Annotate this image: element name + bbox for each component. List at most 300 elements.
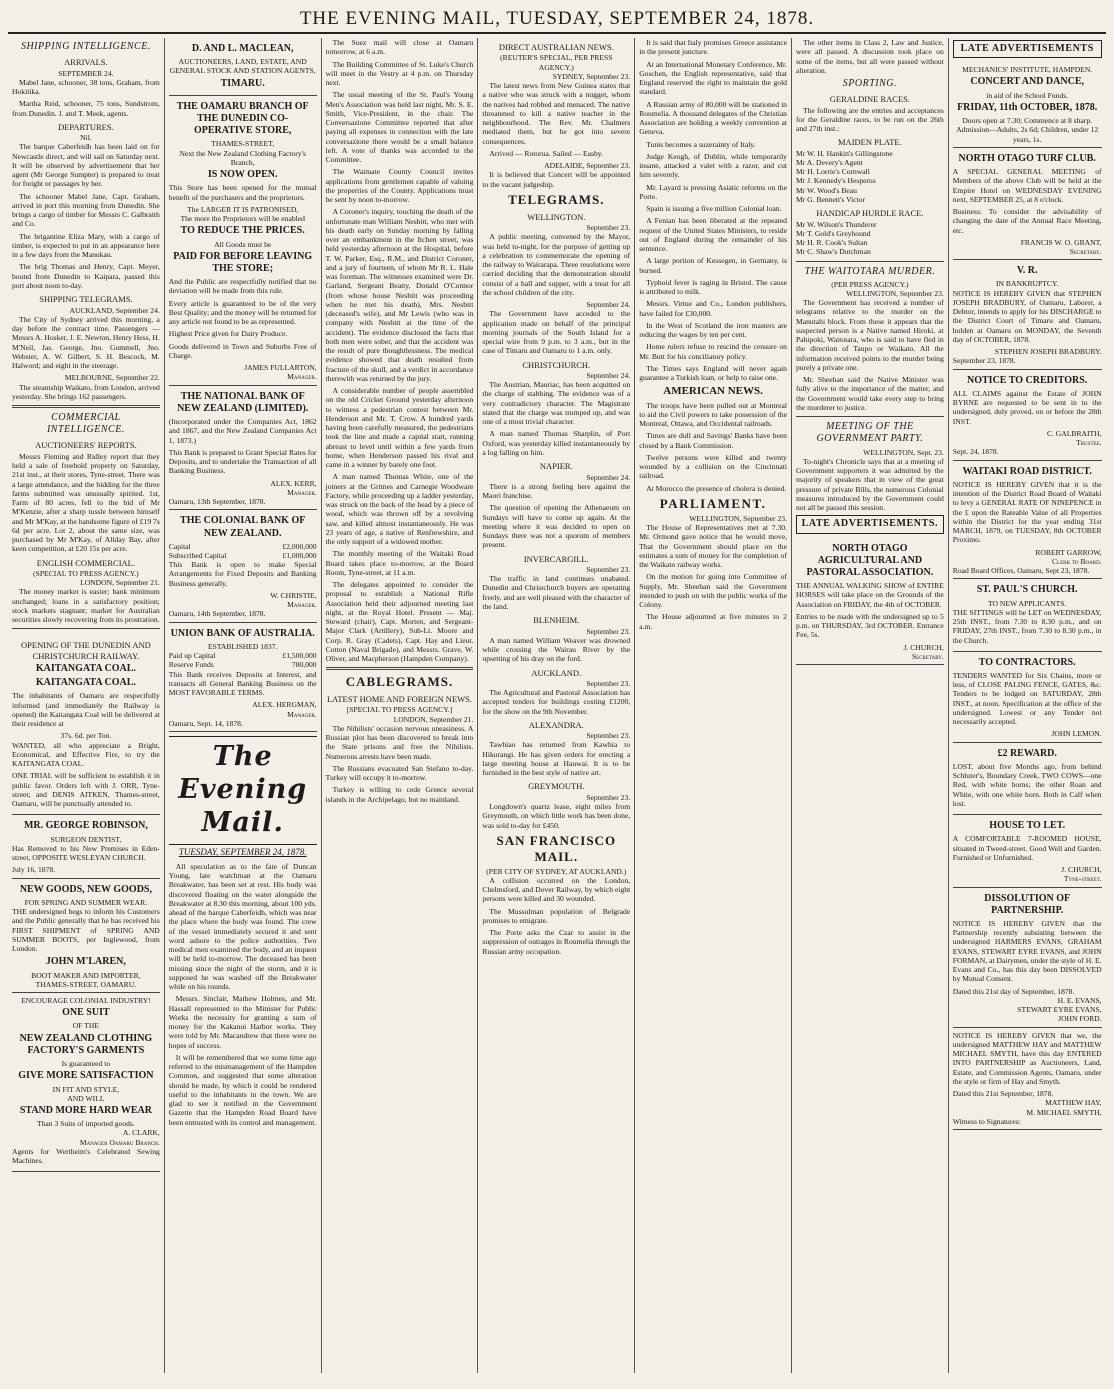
news-paragraph: Messrs. Virtue and Co., London publishers, have failed for £30,000. bbox=[639, 299, 787, 318]
ad-signature-title: Tyne-street. bbox=[1063, 874, 1102, 884]
ad-subtitle: AUCTIONEERS, LAND, ESTATE, AND GENERAL STOCK AND STATION AGENTS, bbox=[169, 57, 316, 76]
telegram-paragraph: The steamship Waikato, from London, arrived yesterday. She brings 162 passengers. bbox=[12, 382, 160, 401]
news-source: (REUTER'S SPECIAL, PER PRESS AGENCY.) bbox=[500, 53, 613, 72]
dateline: ADELAIDE, September 23. bbox=[544, 161, 631, 171]
local-paragraph: The Building Committee of St. Luke's Church will meet in the Vestry at 4 p.m. on Thursday next. bbox=[325, 59, 474, 87]
contractors-ad bbox=[953, 652, 1102, 743]
cooperative-store-ad bbox=[169, 96, 317, 386]
shipping-paragraph: The brig Thomas and Henry, Capt. Meyer, bound from Dunedin to Kaipara, passed this port about noon to-day. bbox=[12, 262, 160, 290]
concert-ad bbox=[953, 62, 1102, 148]
race-entries bbox=[796, 220, 944, 257]
place-heading: BLENHEIM. bbox=[533, 615, 580, 626]
ad-title: GIVE MORE SATISFACTION bbox=[18, 1070, 154, 1082]
ad-subtitle: MECHANICS' INSTITUTE, HAMPDEN. bbox=[962, 65, 1093, 75]
church-sittings-ad bbox=[953, 579, 1102, 651]
ad-text: THE undersigned begs to inform his Customers and the Public generally that he has received his FIRST SHIPMENT of SPRING AND SUMMER BOOTS, per Inglewood, from London. bbox=[12, 907, 160, 954]
dateline: WELLINGTON, September 23. bbox=[846, 288, 944, 298]
columns bbox=[8, 38, 1106, 1373]
ad-title: THE COLONIAL BANK OF NEW ZEALAND. bbox=[180, 515, 306, 539]
maclean-ad bbox=[169, 38, 317, 96]
reward-ad bbox=[953, 743, 1102, 815]
ad-title: NEW GOODS, NEW GOODS, bbox=[19, 883, 152, 895]
news-paragraph: The Times says England will never again guarantee a Turkish loan, or help to raise one. bbox=[639, 363, 787, 382]
ad-heading: OPENING OF THE DUNEDIN AND CHRISTCHURCH RAILWAY. bbox=[21, 640, 151, 661]
dateline: LONDON, September 21. bbox=[80, 578, 160, 588]
ad-title: WAITAKI ROAD DISTRICT. bbox=[962, 465, 1092, 477]
ad-signature-title: Secretary. bbox=[911, 651, 944, 661]
shipping-heading: SHIPPING INTELLIGENCE. bbox=[20, 41, 151, 52]
national-bank-ad bbox=[169, 386, 317, 511]
ad-text: Witness to Signatures: bbox=[952, 1116, 1021, 1126]
ad-text: This Bank is open to make Special Arrangements for Fixed Deposits and Banking Business generally. bbox=[168, 560, 317, 588]
turf-club-ad bbox=[953, 148, 1102, 260]
american-news-heading: AMERICAN NEWS. bbox=[663, 385, 763, 398]
news-paragraph: The troops have been pulled out at Montreal to aid the Civil powers to take possession of the Montreal, Ottawa, and Occidental railroads. bbox=[639, 400, 787, 429]
dateline: September 23. bbox=[586, 223, 631, 233]
race-entry: Mr A. Devery's Agent bbox=[795, 157, 863, 167]
news-paragraph: A Russian army of 80,000 will be stationed in Roumelia. A thousand delegates of the Christian Association are holding a weekly convention at Geneva. bbox=[639, 99, 787, 137]
local-paragraph: The delegates appointed to consider the proposal to establish a National Rifle Association held their adjourned meeting last night, at the Royal Hotel. Present — Maj. Steward (chair), Capt. Morten, and Sergeant-Major Clark (Artillery), Sub-Lt. Moore and Corp. R. Gray (Cadets), Capt. Hay and Lieut. Cotton (Naval Brigade), and Messrs. Grave, W. Oliver, and Macpherson (Hampden Company). bbox=[325, 580, 474, 663]
ad-title: STAND MORE HARD WEAR bbox=[19, 1105, 152, 1117]
race-entry: Mr G. Bennett's Victor bbox=[795, 194, 866, 204]
cable-paragraph: The Nihilists' occasion nervous uneasiness. A Russian plot has been discovered to break into the State prisons and free the Nihilists. Numerous arrests have been made. bbox=[325, 723, 474, 761]
ad-price: 37s. 6d. per Ton. bbox=[60, 731, 112, 741]
news-paragraph: Typhoid fever is raging in Bristol. The cause is attributed to milk. bbox=[639, 277, 787, 296]
telegrams-heading: TELEGRAMS. bbox=[508, 191, 605, 207]
dateline: September 23. bbox=[586, 678, 631, 688]
race-entry: Mr H. Lorrie's Cornwall bbox=[795, 167, 870, 177]
ad-title: ST. PAUL'S CHURCH. bbox=[976, 584, 1078, 596]
boots-ad bbox=[12, 879, 160, 993]
colonial-bank-ad bbox=[169, 510, 317, 622]
late-ads-heading: LATE ADVERTISEMENTS bbox=[953, 40, 1102, 58]
ad-signature: FRANCIS W. O. GRANT, bbox=[1020, 237, 1102, 247]
shipping-paragraph: The schooner Mabel Jane, Capt. Graham, arrived in port this morning from Dunedin. She brings a cargo of timber for Messrs C. Galbraith and Co. bbox=[12, 191, 160, 229]
dissolution-ad bbox=[953, 888, 1102, 1028]
divider bbox=[796, 416, 944, 417]
ad-signature: JAMES FULLARTON, bbox=[244, 363, 317, 373]
ad-text: THE ANNUAL WALKING SHOW of ENTIRE HORSES will take place on the Grounds of the Association on FRIDAY, the 4th of OCTOBER. bbox=[795, 581, 944, 609]
capital-label: Capital bbox=[168, 541, 191, 551]
subscribed-value: £1,000,000 bbox=[282, 550, 317, 560]
dateline: MELBOURNE, September 22. bbox=[64, 373, 160, 383]
cablegrams-subheading: LATEST HOME AND FOREIGN NEWS. bbox=[326, 694, 473, 705]
ad-title: £2 REWARD. bbox=[997, 747, 1057, 759]
ad-signature-title: Secretary. bbox=[1069, 247, 1102, 256]
ad-date: Dated this 21st September, 1878. bbox=[952, 1089, 1054, 1099]
race-title: MAIDEN PLATE. bbox=[838, 137, 902, 148]
column-2 bbox=[165, 38, 322, 1373]
ad-text: Entries to be made with the undersigned up to 5 p.m. on THURSDAY, 3rd OCTOBER. Entrance Fee, 5s. bbox=[795, 611, 944, 640]
cable-paragraph: Turkey is willing to cede Greece several islands in the Archipelago, but no mainland. bbox=[325, 785, 474, 804]
ad-title: HOUSE TO LET. bbox=[989, 820, 1066, 832]
local-paragraph: The Waimate County Council invites applications from gentlemen capable of valuing the properties of the County. Applications must be sent by noon to-morrow. bbox=[325, 167, 474, 204]
parliament-paragraph: The other items in Class 2, Law and Justice, were all passed. A discussion took place on some of the items, but all were passed without alteration. bbox=[795, 38, 944, 75]
news-paragraph: Arrived — Rotorua. Sailed — Easby. bbox=[489, 148, 603, 158]
editorial-paragraph: Messrs. Sinclair, Mathew Holmes, and Mr. Hassall represented to the Minister for Public Works the necessity for granting a sum of money for the Kakanui Harbor works. They were told by Mr. Macandrew that there were no hopes of success. bbox=[168, 994, 317, 1050]
auctioneers-reports-heading: AUCTIONEERS' REPORTS. bbox=[35, 440, 137, 451]
dentist-ad bbox=[12, 815, 160, 878]
arrivals-date: SEPTEMBER 24. bbox=[58, 68, 114, 78]
ad-title: CONCERT AND DANCE, bbox=[970, 76, 1084, 88]
ad-date: Dated this 21st day of September, 1878. bbox=[952, 986, 1075, 996]
ad-date: Oamaru, 14th September, 1878. bbox=[168, 609, 266, 619]
ad-title: PAID FOR BEFORE LEAVING THE STORE; bbox=[173, 250, 313, 274]
ad-title: D. AND L. MACLEAN, bbox=[191, 43, 294, 54]
news-paragraph: The Mussulman population of Belgrade promises to emigrate. bbox=[482, 906, 631, 925]
column-5 bbox=[635, 38, 792, 1373]
ad-signature: ROBERT GARROW, bbox=[1035, 547, 1102, 557]
english-commercial-heading: ENGLISH COMMERCIAL. bbox=[36, 557, 136, 568]
reserve-label: Reserve Funds bbox=[168, 660, 214, 670]
place-heading: CHRISTCHURCH. bbox=[522, 359, 591, 370]
telegram-paragraph: The City of Sydney arrived this morning, a day before the contract time. Passengers — Messrs A. Hosker, J. E. Newton, Henry Hess, H. M'Neil, Jas. George, Jno. Gummell, Jno. Webster, A. W. Gilbert, S. H. Bescock, M. Halword; and eight in the steerage. bbox=[12, 314, 160, 371]
partnership-ad bbox=[953, 1028, 1102, 1131]
ad-date: July 16, 1878. bbox=[12, 865, 56, 875]
ad-date: September 23, 1878. bbox=[952, 356, 1016, 366]
ad-signature: A. CLARK, bbox=[122, 1128, 160, 1138]
ad-title: KAITANGATA COAL. bbox=[35, 677, 136, 689]
ad-text: NOTICE IS HEREBY GIVEN that STEPHEN JOSEPH BRADBURY, of Oamaru, Laborer, a Debtor, intends to apply for his DISCHARGE to the District Court of Timaru and Oamaru, holden at Oamaru on MONDAY, the Seventh day of OCTOBER, 1878. bbox=[952, 288, 1102, 344]
column-1 bbox=[8, 38, 165, 1373]
news-paragraph: In the West of Scotland the iron masters are reducing the wages by ten per cent. bbox=[639, 320, 787, 339]
ad-text: ALL CLAIMS against the Estate of JOHN BYRNE are requested to be sent in to the undersigned, duly proved, on or before the 28th INST. bbox=[952, 388, 1102, 426]
ad-date: Oamaru, 13th September, 1878. bbox=[168, 497, 266, 507]
news-paragraph: Mr. Sheehan said the Native Minister was fully alive to the importance of the matter, and the Government would take every step to bring the murderer to justice. bbox=[795, 375, 944, 412]
place-heading: NAPIER. bbox=[539, 461, 573, 472]
house-to-let-ad bbox=[953, 815, 1102, 887]
ad-text: A SPECIAL GENERAL MEETING of Members of the above Club will be held at the Empire Hotel on WEDNESDAY EVENING next, SEPTEMBER 25, at 8 o'clock. bbox=[952, 167, 1102, 204]
ad-title: NORTH OTAGO AGRICULTURAL AND PASTORAL ASSOCIATION. bbox=[806, 542, 934, 578]
divider bbox=[12, 628, 160, 629]
departures-nil: Nil. bbox=[80, 133, 92, 143]
ad-signature: W. CHRISTIE, bbox=[270, 590, 317, 600]
news-paragraph: A Fenian has been liberated at the repeated request of the United States Ministers, to reside out of England during the remainder of his sentence. bbox=[639, 216, 787, 253]
news-source: (PER CITY OF SYDNEY, AT AUCKLAND.) bbox=[486, 866, 627, 876]
ad-text: The LARGER IT IS PATRONISED, bbox=[187, 204, 299, 214]
ad-title: MR. GEORGE ROBINSON, bbox=[23, 820, 148, 832]
ad-text: Goods delivered in Town and Suburbs Free of Charge. bbox=[168, 341, 317, 360]
place-heading: AUCKLAND. bbox=[531, 667, 582, 678]
ad-text: Than 3 Suits of imported goods. bbox=[36, 1119, 135, 1129]
murder-heading: THE WAITOTARA MURDER. bbox=[804, 265, 936, 277]
news-paragraph: Longdown's quartz lease, eight miles from Greymouth, on which little work has been done, was sold to-day for £450. bbox=[482, 802, 631, 830]
shipping-telegrams-heading: SHIPPING TELEGRAMS. bbox=[39, 294, 133, 305]
reserve-value: 780,000 bbox=[291, 660, 317, 670]
news-paragraph: A collision occurred on the London, Chelmsford, and Dover Railway, by which eight persons were killed and 30 wounded. bbox=[482, 875, 631, 904]
dateline: AUCKLAND, September 24. bbox=[69, 305, 160, 315]
ad-title: TO CONTRACTORS. bbox=[978, 656, 1076, 668]
news-paragraph: Tunis becomes a suzerainty of Italy. bbox=[646, 139, 756, 149]
ad-signature-title: Trustee. bbox=[1076, 438, 1102, 448]
ad-signature: STEPHEN JOSEPH BRADBURY. bbox=[994, 347, 1102, 357]
ad-text: Highest Price given for Dairy Produce. bbox=[168, 329, 288, 339]
race-title: HANDICAP HURDLE RACE. bbox=[816, 208, 924, 219]
parliament-paragraph: The House of Representatives met at 7.30. Mr. Ormond gave notice that he would move, That the Government should place on the estimates a sum of money for the completion of the Waikato railway works. bbox=[639, 523, 787, 570]
dateline: SYDNEY, September 23. bbox=[552, 71, 631, 81]
dateline: September 24. bbox=[586, 370, 631, 380]
ad-signature: H. E. EVANS, bbox=[1057, 995, 1102, 1005]
news-paragraph: A large portion of Kessegen, in Germany, is burned. bbox=[639, 256, 787, 275]
ad-text: NOTICE IS HEREBY GIVEN that it is the intention of the District Road Board of Waitaki to levy a GENERAL RATE OF NINEPENCE in the £ upon the Rateable Value of all Properties within the District for the year ending 31st MARCH, 1879, on TUESDAY, 8th OCTOBER Proximo. bbox=[952, 479, 1102, 545]
ad-address: THAMES-STREET, OAMARU. bbox=[35, 979, 137, 989]
ad-title: KAITANGATA COAL. bbox=[35, 663, 136, 675]
australian-news-heading: DIRECT AUSTRALIAN NEWS. bbox=[498, 42, 614, 52]
races-heading: GERALDINE RACES. bbox=[829, 94, 911, 105]
ad-text: Is guaranteed to bbox=[61, 1059, 111, 1069]
race-entry: Mr W. Wilson's Thunderer bbox=[795, 219, 877, 229]
news-paragraph: Tawhiao has returned from Kawhia to Hikurangi. He has given orders for erecting a large meeting house at Hauwai. It is to be furnished in the best style of native art. bbox=[482, 740, 631, 778]
editorial-date: TUESDAY, SEPTEMBER 24, 1878. bbox=[178, 846, 307, 857]
kaitangata-coal-ad bbox=[12, 633, 160, 815]
race-entries bbox=[796, 149, 944, 205]
commercial-paragraph: Messrs Fleming and Ridley report that they held a sale of freehold property on Saturday, 21st inst., at their stores, Tyne-street. There was a large attendance, and the bidding for the three farms submitted was unusually spirited. 1st, Farm of 80 acres, fell to the bid of Mr M'Kenzie, after a sharp tussle between himself and Mr M'Kay, at the handsome figure of £19 7s 6d per acre. Lot 2, about the same size, was purchased by Mr M'Kay, of Allday Bay, after keen competition, at £20 15s per acre. bbox=[12, 451, 160, 554]
ad-text: The inhabitants of Oamaru are respectfully informed (and immediately the Railway is opened) the Kaitangata Coal will be delivered at their residence at bbox=[12, 691, 160, 729]
ad-text: AND WILL bbox=[67, 1093, 105, 1103]
clothing-ad bbox=[12, 993, 160, 1172]
dateline: WELLINGTON, September 23. bbox=[689, 513, 787, 523]
dateline: September 23. bbox=[586, 564, 631, 574]
local-paragraph: The monthly meeting of the Waitaki Road Board takes place to-morrow, at the Board Room, Tyne-street, at 11 a.m. bbox=[325, 549, 474, 577]
paidup-label: Paid up Capital bbox=[168, 651, 216, 661]
race-entry: Mr J. Kennedy's Hesperus bbox=[795, 176, 876, 186]
ad-signature-title: Manager. bbox=[287, 487, 317, 497]
column-3 bbox=[322, 38, 479, 1373]
arrivals-heading: ARRIVALS. bbox=[64, 57, 108, 68]
ad-text: All Goods must be bbox=[214, 239, 272, 249]
ad-signature: M. MICHAEL SMYTH, bbox=[1026, 1107, 1102, 1117]
ad-title: THE NATIONAL BANK OF NEW ZEALAND (LIMITED). bbox=[177, 390, 309, 414]
subscribed-row bbox=[169, 551, 317, 560]
ad-subtitle: SURGEON DENTIST, bbox=[50, 834, 122, 844]
race-entry: Mr C. Shaw's Dutchman bbox=[795, 247, 871, 257]
ad-signature-title: Manager. bbox=[287, 709, 317, 719]
news-paragraph: Mr. Layard is pressing Asiatic reforms on the Porte. bbox=[639, 182, 787, 201]
commercial-paragraph: The money market is easier; bank minimum unchanged; loans in a satisfactory position; stock markets stagnant; market for Australian securities slowly recovering from its prostration. bbox=[12, 587, 160, 625]
news-paragraph: The Porte asks the Czar to assist in the suppression of outrages in Roumelia through the Russian army occupation. bbox=[482, 928, 631, 956]
ad-text: Next the New Zealand Clothing Factory's Branch, bbox=[179, 148, 306, 167]
news-paragraph: The traffic in land continues unabated. Dunedin and Christchurch buyers are operating freely, and are well pleased with the character of the land. bbox=[482, 574, 631, 611]
ad-signature-title: Manager. bbox=[287, 600, 317, 610]
ad-text: Business: To consider the advisability of changing the date of the Annual Race Meeting, etc. bbox=[952, 207, 1102, 235]
dateline: WELLINGTON, Sept. 23. bbox=[863, 447, 944, 457]
ad-signature-title: Manager. bbox=[287, 372, 317, 382]
ad-subtitle: IN BANKRUPTCY. bbox=[996, 279, 1059, 289]
ad-signature: JOHN LEMON. bbox=[1051, 729, 1102, 739]
dateline: September 23. bbox=[586, 626, 631, 636]
ad-text: ONE TRIAL will be sufficient to establish it in public favor. Orders left with J. ORR, Tyne-street; and DENIS AITKEN, Thames-street, Oamaru, will be punctually attended to. bbox=[12, 771, 160, 809]
news-paragraph: The Government has received a number of telegrams relative to the murder on the Manutahi block. From these it appears that the suspected person is a Native named Hiroki, at Pahipoki, Waitotara, who is said to have fled in the direction of Taupo or Waikato. All the information received points to the murder being purely a private one. bbox=[795, 298, 944, 372]
race-entry: Mr W. H. Hankin's Gillingstone bbox=[795, 148, 893, 158]
divider bbox=[326, 667, 474, 670]
ad-date: Sept. 24, 1878. bbox=[952, 447, 999, 457]
ad-text: And the Public are respectfully notified that no deviation will be made from this rule. bbox=[168, 277, 317, 296]
news-paragraph: Twelve persons were killed and twenty wounded by a collision on the Cincinnati railroad. bbox=[639, 452, 787, 481]
ad-text: in aid of the School Funds. bbox=[986, 90, 1069, 100]
dateline: September 23. bbox=[586, 792, 631, 802]
news-paragraph: Times are dull and Savings' Banks have been closed by a Bank Commission. bbox=[639, 431, 787, 450]
subscribed-label: Subscribed Capital bbox=[168, 550, 227, 560]
ad-title: IS NOW OPEN. bbox=[207, 169, 278, 181]
race-entry: Mr T. Gold's Greyhound bbox=[795, 228, 871, 238]
ad-subtitle: ENCOURAGE COLONIAL INDUSTRY! bbox=[21, 996, 151, 1006]
ad-title: NOTICE TO CREDITORS. bbox=[967, 374, 1088, 386]
news-paragraph: Home rulers refuse to rescind the censure on Mr. Butt for his conciliatory policy. bbox=[639, 342, 787, 361]
local-paragraph: The usual meeting of the St. Paul's Young Men's Association was held last night, Mr. S. E. Smith, Vice-President, in the chair. The Conversazione Committee reported that after paying all expenses in connection with the late conversazione there would be a small balance left. A vote of thanks was accorded to the Committee. bbox=[325, 90, 474, 164]
ad-text: OF THE bbox=[72, 1021, 100, 1031]
departures-heading: DEPARTURES. bbox=[58, 121, 114, 132]
ad-text: IN FIT AND STYLE, bbox=[52, 1084, 120, 1094]
capital-value: £2,000,000 bbox=[282, 541, 317, 551]
ad-subtitle: TO NEW APPLICANTS. bbox=[987, 598, 1067, 608]
arrival-item: Mabel Jane, schooner, 38 tons, Graham, from Hokitika. bbox=[12, 77, 160, 97]
place-heading: INVERCARGILL. bbox=[523, 553, 589, 564]
ad-signature-title: Clerk to Board. bbox=[1051, 556, 1102, 566]
english-source: (SPECIAL TO PRESS AGENCY.) bbox=[33, 568, 139, 578]
ad-title: UNION BANK OF AUSTRALIA. bbox=[170, 627, 315, 639]
races-intro: The following are the entries and acceptances for the Geraldine races, to be run on the 26th and 27th inst.: bbox=[795, 105, 944, 134]
ad-text: NOTICE IS HEREBY GIVEN that we, the undersigned MATTHEW HAY and MATTHEW MICHAEL SMYTH, have this day ENTERED INTO PARTNERSHIP as Auctioneers, Land, Estate, and Commission Agents, Oamaru, under the style or firm of Hay and Smyth. bbox=[952, 1030, 1102, 1086]
news-paragraph: At an International Monetary Conference, Mr. Goschen, the English representative, said that England reserved the right to maintain the gold standard. bbox=[639, 59, 787, 97]
dateline: September 24. bbox=[586, 300, 631, 310]
newspaper-page bbox=[8, 6, 1106, 1377]
late-ads-heading: LATE ADVERTISEMENTS. bbox=[796, 515, 944, 533]
paidup-row bbox=[169, 651, 317, 660]
race-entry: Mr W. Wood's Beau bbox=[795, 185, 857, 195]
local-paragraph: A man named Thomas White, one of the joiners at the Grimes and Carnegie Woodware Factory, while proceeding up a ladder yesterday, was struck on the back of the head by a piece of wood, which was thrown off by a revolving saw, and killed almost instantaneously. He was 23 years of age, a native of Renfrewshire, and the only support of a widowed mother. bbox=[325, 472, 474, 546]
column-6 bbox=[792, 38, 949, 1373]
ad-title: V. R. bbox=[1016, 265, 1038, 277]
nameplate: The Evening Mail. bbox=[169, 736, 317, 845]
ad-text: WANTED, all who appreciate a Bright, Economical, and Effective Fire, to try the KAITANGATA COAL. bbox=[12, 740, 160, 769]
news-paragraph: The Government have acceded to the application made on behalf of the principal morning journals of the South Island for a special wire from 9 p.m. to 3 a.m., but in the case of Timaru and Oamaru to 1 a.m. only. bbox=[482, 309, 631, 356]
ad-signature: JOHN FORD. bbox=[1058, 1014, 1102, 1024]
ad-text: NOTICE IS HEREBY GIVEN that the Partnership recently subsisting between the undersigned HARMERS EVANS, GRAHAM EVANS, STEWART EYRE EVANS, and JOHN FORMAN, at Dairymen, under the style of H. E. Evans and Co., has this day been DISSOLVED by Mutual Consent. bbox=[952, 918, 1102, 984]
news-paragraph: A man named William Weaver was drowned while crossing the Wairau River by the upsetting of his dray on the ford. bbox=[482, 635, 631, 664]
news-paragraph: To-night's Chronicle says that at a meeting of Government supporters it was admitted by the majority of speakers that in view of the great pressure of private Bills, the numerous Colonial measures introduced by the Government could not all be passed this session. bbox=[795, 456, 944, 513]
news-paragraph: At Morocco the presence of cholera is denied. bbox=[646, 483, 787, 493]
san-francisco-mail-heading: SAN FRANCISCO MAIL. bbox=[496, 832, 617, 864]
ad-signature: ALEX. KERR, bbox=[270, 478, 317, 488]
ad-place: TIMARU. bbox=[220, 77, 265, 89]
ad-signature: JOHN M'LAREN, bbox=[45, 956, 126, 968]
ad-date: Oamaru, Sept. 14, 1878. bbox=[168, 718, 243, 728]
ad-date: FRIDAY, 11th OCTOBER, 1878. bbox=[957, 101, 1098, 113]
race-entry: Mr H. R. Cook's Sultan bbox=[795, 238, 868, 248]
news-paragraph: Judge Keogh, of Dublin, while temporarily insane, attacked a valet with a razor, and cut him severely. bbox=[639, 151, 787, 180]
ad-text: Every article is guaranteed to be of the very Best Quality; and the money will be returned for any article not found to be as represented. bbox=[168, 298, 317, 327]
capital-row bbox=[169, 542, 317, 551]
news-paragraph: The Agricultural and Pastoral Association has accepted tenders for buildings costing £1200, for the show on the 9th November. bbox=[482, 688, 631, 716]
ad-signature: J. CHURCH, bbox=[903, 642, 944, 652]
ad-title: NORTH OTAGO TURF CLUB. bbox=[958, 152, 1096, 164]
ad-text: A COMFORTABLE 7-ROOMED HOUSE, situated in Tweed-street. Good Well and Garden. Furnished or Unfurnished. bbox=[952, 834, 1102, 862]
ad-text: This Bank is prepared to Grant Special Rates for Deposits, and to undertake the Transaction of all Banking Business. bbox=[168, 447, 317, 476]
ad-text: Agents for Wertheim's Celebrated Sewing Machines. bbox=[12, 1146, 160, 1166]
cablegrams-heading: CABLEGRAMS. bbox=[345, 674, 454, 690]
news-paragraph: It is believed that Concert will be appointed to the vacant judgeship. bbox=[482, 170, 631, 189]
page-header: THE EVENING MAIL, TUESDAY, SEPTEMBER 24, 1878. bbox=[8, 6, 1106, 34]
parliament-paragraph: On the motion for going into Committee of Supply, Mr. Sheehan said the Government intended to push on with the public works of the Colony. bbox=[639, 572, 787, 610]
ad-date: Road Board Offices, Oamaru, Sept 23, 1878. bbox=[952, 566, 1090, 576]
arrival-item: Martha Reid, schooner, 75 tons, Sundstrom, from Dunedin. J. and T. Meek, agents. bbox=[12, 99, 160, 118]
commercial-heading: COMMERCIAL INTELLIGENCE. bbox=[46, 412, 125, 436]
news-paragraph: There is a strong feeling here against the Maori franchise. bbox=[482, 481, 631, 501]
reserve-row bbox=[169, 660, 317, 669]
news-paragraph: A man named Thomas Sharplin, of Port Oxford, was yesterday killed instantaneously by a log falling on him. bbox=[482, 429, 631, 457]
shipping-paragraph: The brigantine Eliza Mary, with a cargo of timber, is expected to put in an appearance here in a few days from the Manukau. bbox=[12, 231, 160, 260]
dateline: September 24. bbox=[586, 472, 631, 482]
news-paragraph: The question of opening the Athenaeum on Sundays will have to come up again. At the meeting where it was decided to open on Sundays there was not a quorum of members present. bbox=[482, 503, 631, 550]
place-heading: GREYMOUTH. bbox=[528, 781, 585, 792]
news-paragraph: Spain is issuing a five million Colonial loan. bbox=[646, 204, 782, 213]
ad-text: Doors open at 7.30; Commence at 8 sharp. bbox=[962, 116, 1093, 126]
news-paragraph: It is said that Italy promises Greece assistance in the present juncture. bbox=[639, 38, 787, 57]
divider bbox=[12, 405, 160, 408]
ad-address: THAMES-STREET, bbox=[211, 139, 275, 149]
ad-subtitle: FOR SPRING AND SUMMER WEAR. bbox=[24, 897, 148, 907]
ad-title: ONE SUIT bbox=[62, 1007, 110, 1019]
dateline: LONDON, September 21. bbox=[393, 714, 474, 724]
place-heading: ALEXANDRA. bbox=[528, 719, 584, 730]
editorial-paragraph: It will be remembered that we some time ago referred to the mismanagement of the Hampden Common, and suggested that some alteration should be made, by which it could be rendered useful to the inhabitants in the town. We are glad to see it notified in the Government Gazette that the Hampden Road Board have been entrusted with its control and management. bbox=[168, 1052, 317, 1127]
ad-text: THE SITTINGS will be LET on WEDNESDAY, 25th INST., from 7.30 to 8.30 p.m., and on FRIDAY, 27th INST., from 7.30 to 8.30 p.m., in the Church. bbox=[952, 607, 1102, 645]
ad-signature: C. GALBRAITH, bbox=[1046, 428, 1102, 438]
column-4 bbox=[478, 38, 635, 1373]
sporting-heading: SPORTING. bbox=[842, 78, 897, 89]
ad-text: (Incorporated under the Companies Act, 1862 and 1867, and the New Zealand Companies Act 1, 1873.) bbox=[168, 417, 317, 445]
local-paragraph: A Coroner's inquiry, touching the death of the unfortunate man William Nesbitt, who met with his death early on Sunday morning by falling over an embankment in the Itchen street, was held yesterday afternoon at the Hospital, before T. W. Parker, Esq., R.M., and District Coroner, and a jury of fourteen, of whom Mr R. L. Hale was foreman. The witnesses examined were Dr. Garland, Sergeant Beatty, Donald O'Connor (from whose house Nesbitt was proceeding when he met his death), Mrs. Nesbitt (deceased's wife), and Mr Lewis (who was in company with Nesbitt at the time of the accident). The evidence disclosed the facts that both men were sober, and that the accident was the result of pure thoughtlessness. The medical evidence showed that death resulted from fracture of the skull, and a verdict in accordance therewith was returned by the jury. bbox=[325, 207, 474, 383]
ad-text: Has Removed to his New Premises in Eden-street, OPPOSITE WESLEYAN CHURCH. bbox=[12, 843, 160, 863]
agricultural-ad bbox=[796, 538, 944, 666]
news-paragraph: The latest news from New Guinea states that a native who was struck with a nugget, whom the natives had robbed and menaced. The native threatened to kill a native teacher in the neighbourhood. The Rev. Mr. Chalmers mediated them, but he got into severe consequences. bbox=[482, 81, 631, 146]
union-bank-ad bbox=[169, 623, 317, 732]
ad-signature: STEWART EYRE EVANS, bbox=[1017, 1005, 1102, 1015]
ad-signature: MATTHEW HAY, bbox=[1045, 1098, 1102, 1108]
local-paragraph: A considerable number of people assembled on the old Cricket Ground yesterday afternoon to witness a pedestrian contest between Mr. Henderson and Mr. T. Crow. A hundred yards having been carefully measured, the pedestrians took the line and made a capital start, running abreast to level until within a few yards from home, when Henderson passed his rival and came in a winner by barely one foot. bbox=[325, 386, 474, 469]
ad-text: The more the Proprietors will be enabled bbox=[180, 214, 305, 224]
news-paragraph: The Austrian, Mauriac, has been acquitted on the charge of stabbing. The evidence was of a very contradictory character. The Magistrate stated that the charge was trumped up, and was one of a most trivial character. bbox=[482, 380, 631, 427]
ad-signature: J. CHURCH, bbox=[1061, 865, 1102, 875]
ad-title: TO REDUCE THE PRICES. bbox=[180, 225, 305, 237]
ad-text: This Store has been opened for the mutual benefit of the purchasers and the proprietors. bbox=[168, 183, 317, 202]
shipping-paragraph: The barque Caberfeidh has been laid on for Newcastle direct, and will sail on Saturday next. It will be observed by advertisement that her agent (Mr George Sumpter) is prepared to treat for freight or passages by her. bbox=[12, 142, 160, 189]
ad-signature: ALEX. HERGMAN, bbox=[252, 700, 317, 710]
ad-text: LOST, about five Months ago, from behind Schluter's, Boundary Creek, TWO COWS—one Red, with white horns; the other Roan and White, with one white horn. Both in Calf when lost. bbox=[952, 761, 1102, 808]
ad-subtitle: ESTABLISHED 1837. bbox=[207, 641, 278, 651]
divider bbox=[796, 261, 944, 262]
ad-subtitle: BOOT MAKER AND IMPORTER, bbox=[31, 970, 141, 980]
bankruptcy-ad bbox=[953, 260, 1102, 369]
ad-title: THE OAMARU BRANCH OF THE DUNEDIN CO-OPERATIVE STORE, bbox=[176, 100, 309, 137]
parliament-heading: PARLIAMENT. bbox=[659, 495, 767, 511]
dateline: September 23. bbox=[586, 731, 631, 741]
news-source: (PER PRESS AGENCY.) bbox=[831, 279, 909, 289]
news-paragraph: A public meeting, convened by the Mayor, was held to-night, for the purpose of getting up a celebration to commemorate the opening of the railway to Wairarapa. Three resolutions were carried deciding that the demonstration should consist of a ball and supper, with a treat for all the school children of the city. bbox=[482, 232, 631, 297]
meeting-heading: MEETING OF THE GOVERNMENT PARTY. bbox=[816, 421, 924, 445]
cable-paragraph: The Russians evacuated San Stefano to-day. Turkey will occupy it to-morrow. bbox=[325, 763, 474, 783]
road-board-ad bbox=[953, 461, 1102, 580]
cablegrams-source: [SPECIAL TO PRESS AGENCY.] bbox=[346, 705, 453, 715]
ad-title: DISSOLUTION OF PARTNERSHIP. bbox=[984, 892, 1071, 916]
ad-text: Admission—Adults, 2s 6d; Children, under 12 years, 1s. bbox=[956, 125, 1099, 144]
ad-signature-title: Manager Oamaru Branch. bbox=[79, 1137, 160, 1147]
column-7 bbox=[949, 38, 1106, 1373]
ad-text: This Bank receives Deposits at Interest, and transacts all General Banking Business on the MOST FAVORABLE TERMS. bbox=[168, 669, 317, 698]
creditors-ad bbox=[953, 370, 1102, 461]
editorial-paragraph: All speculation as to the fate of Duncan Young, late watchman at the Oamaru Breakwater, has been set at rest. His body was discovered floating on the water alongside the Breakwater at 8.30 this morning, about 100 yds. ahead of the barque Caberfeidh, which was near the place where the body was found. The crew of the vessel immediately secured it and sent word ashore to the police authorities. Two medical men examined the body, and an inquest will be held to-morrow. The deceased has been missing since the night of the storm, and it is supposed he was washed off the Breakwater while on his rounds. bbox=[168, 861, 317, 992]
place-heading: WELLINGTON. bbox=[527, 211, 586, 222]
